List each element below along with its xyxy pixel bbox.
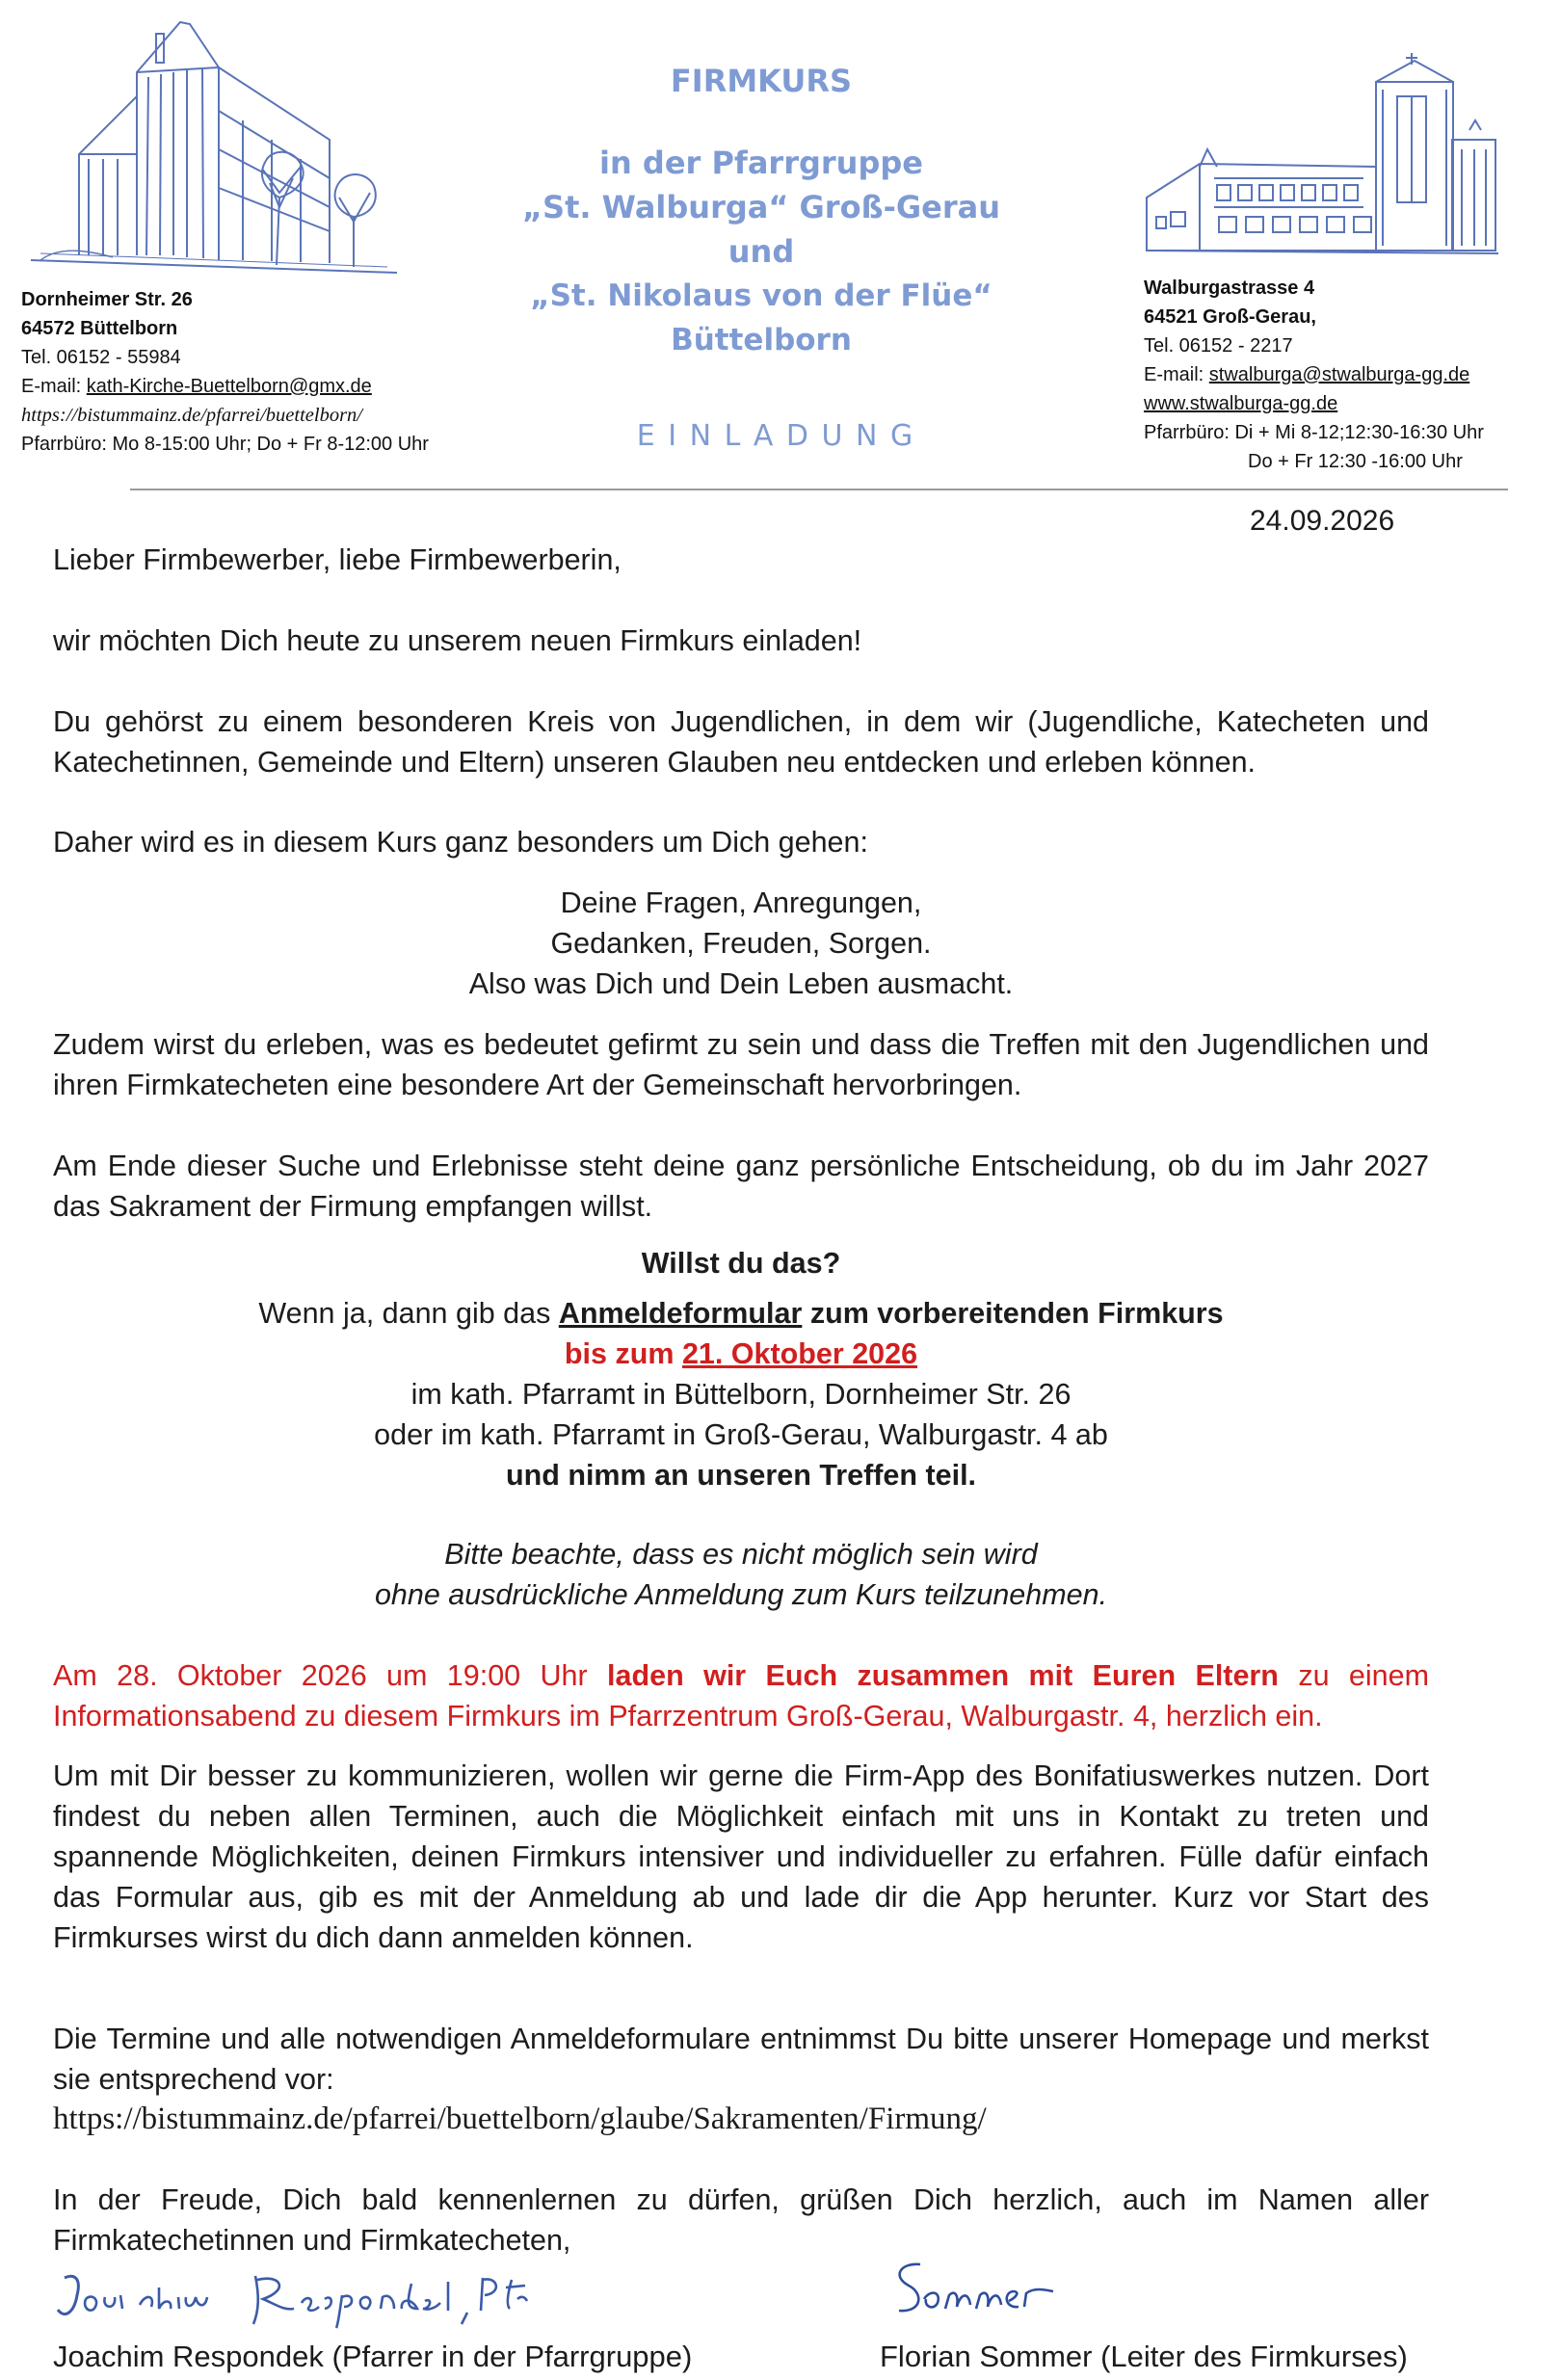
left-office-hours: Pfarrbüro: Mo 8-15:00 Uhr; Do + Fr 8-12:00 Uhr [21, 434, 429, 455]
letter-paragraph-closing: In der Freude, Dich bald kennenlernen zu dürfen, grüßen Dich herzlich, auch im Namen aller Firmkatechetinnen und Firmkatecheten, [53, 2183, 1429, 2257]
header-title: FIRMKURS [670, 63, 853, 99]
signature-name-sommer: Florian Sommer (Leiter des Firmkurses) [880, 2340, 1408, 2373]
left-city: 64572 Büttelborn [21, 318, 178, 339]
church-sketch-gross-gerau [1142, 53, 1503, 260]
header-line-4: „St. Nikolaus von der Flüe“ Büttelborn [530, 278, 992, 357]
header-line-2: „St. Walburga“ Groß-Gerau [522, 189, 1000, 225]
right-office-hours-1: Pfarrbüro: Di + Mi 8-12;12:30-16:30 Uhr [1144, 422, 1484, 443]
right-web-link[interactable]: www.stwalburga-gg.de [1144, 393, 1338, 414]
right-city: 64521 Groß-Gerau, [1144, 306, 1316, 328]
registration-deadline: bis zum 21. Oktober 2026 [564, 1337, 918, 1370]
letter-paragraph-decision: Am Ende dieser Suche und Erlebnisse steht deine ganz persönliche Entscheidung, ob du im Jahr 2027 das Sakrament der Firmung empfangen willst. [53, 1150, 1429, 1223]
registration-notice [53, 1534, 1429, 1615]
left-street: Dornheimer Str. 26 [21, 289, 193, 310]
registration-form-link[interactable]: Anmeldeformular [558, 1297, 803, 1330]
info-evening-paragraph: Am 28. Oktober 2026 um 19:00 Uhr laden wir Euch zusammen mit Euren Eltern zu einem Informationsabend zu diesem Firmkurs im Pfarrzentrum Groß-Gerau, Walburgastr. 4, herzlich ein. [53, 1659, 1429, 1732]
homepage-link[interactable]: https://bistummainz.de/pfarrei/buettelborn/glaube/Sakramenten/Firmung/ [53, 2102, 987, 2136]
registration-question: Willst du das? [641, 1247, 841, 1280]
left-email-line: E-mail: kath-Kirche-Buettelborn@gmx.de [21, 376, 372, 397]
letter-paragraph-app: Um mit Dir besser zu kommunizieren, wollen wir gerne die Firm-App des Bonifatiuswerkes nutzen. Dort findest du neben allen Terminen, auch die Möglichkeit einfach mit uns in Kontakt zu treten und spannende Möglichkeiten, deinen Firmkurs intensiver und individueller zu erfahren. Fülle dafür einfach das Formular aus, gib es mit der Anmeldung ab und lade dir die App herunter. Kurz vor Start des Firmkurses wirst du dich dann anmelden können. [53, 1759, 1429, 1954]
right-email-link[interactable]: stwalburga@stwalburga-gg.de [1208, 364, 1470, 385]
letter-paragraph-intro: wir möchten Dich heute zu unserem neuen Firmkurs einladen! [53, 624, 862, 657]
signature-sommer [882, 2255, 1103, 2332]
registration-block [53, 1243, 1429, 1495]
right-street: Walburgastrasse 4 [1144, 278, 1315, 299]
header-divider [130, 489, 1508, 490]
centered-line-1: Deine Fragen, Anregungen, [560, 886, 922, 919]
letter-date: 24.09.2026 [1250, 505, 1395, 537]
right-contact-block [1144, 274, 1548, 476]
letter-salutation: Lieber Firmbewerber, liebe Firmbewerberin, [53, 543, 622, 576]
left-email-link[interactable]: kath-Kirche-Buettelborn@gmx.de [86, 376, 372, 397]
registration-place-1: im kath. Pfarramt in Büttelborn, Dornheimer Str. 26 [410, 1378, 1072, 1411]
left-web-link[interactable]: https://bistummainz.de/pfarrei/buettelborn/ [21, 405, 362, 426]
registration-place-2: oder im kath. Pfarramt in Groß-Gerau, Walburgastr. 4 ab [374, 1418, 1108, 1451]
letter-centered-list [53, 883, 1429, 1004]
registration-participate: und nimm an unseren Treffen teil. [505, 1459, 977, 1492]
header-line-3: und [728, 233, 795, 270]
header-subtitle [472, 141, 1050, 362]
header-invitation: E I N L A D U N G [636, 419, 915, 453]
centered-line-3: Also was Dich und Dein Leben ausmacht. [468, 967, 1014, 1000]
centered-line-2: Gedanken, Freuden, Sorgen. [550, 927, 932, 960]
notice-line-2: ohne ausdrückliche Anmeldung zum Kurs teilzunehmen. [374, 1578, 1108, 1611]
header-line-1: in der Pfarrgruppe [599, 145, 923, 181]
registration-line-1: Wenn ja, dann gib das Anmeldeformular zum vorbereitenden Firmkurs [258, 1297, 1224, 1330]
signature-name-respondek: Joachim Respondek (Pfarrer in der Pfarrgruppe) [53, 2340, 693, 2373]
right-office-hours-2: Do + Fr 12:30 -16:00 Uhr [1248, 451, 1463, 472]
letter-paragraph-circle: Du gehörst zu einem besonderen Kreis von Jugendlichen, in dem wir (Jugendliche, Katecheten und Katechetinnen, Gemeinde und Eltern) unseren Glauben neu entdecken und erleben können. [53, 705, 1429, 779]
letter-paragraph-homepage: Die Termine und alle notwendigen Anmeldeformulare entnimmst Du bitte unserer Homepage und merkst sie entsprechend vor: [53, 2023, 1429, 2096]
right-email-line: E-mail: stwalburga@stwalburga-gg.de [1144, 364, 1470, 385]
church-sketch-buettelborn [21, 14, 407, 294]
left-phone: Tel. 06152 - 55984 [21, 347, 181, 368]
signature-respondek [53, 2266, 535, 2334]
notice-line-1: Bitte beachte, dass es nicht möglich sein wird [444, 1538, 1038, 1571]
letter-paragraph-community: Zudem wirst du erleben, was es bedeutet gefirmt zu sein und dass die Treffen mit den Jugendlichen und ihren Firmkatecheten eine besondere Art der Gemeinschaft hervorbringen. [53, 1028, 1429, 1101]
letter-paragraph-focus: Daher wird es in diesem Kurs ganz besonders um Dich gehen: [53, 826, 868, 859]
right-phone: Tel. 06152 - 2217 [1144, 335, 1293, 357]
